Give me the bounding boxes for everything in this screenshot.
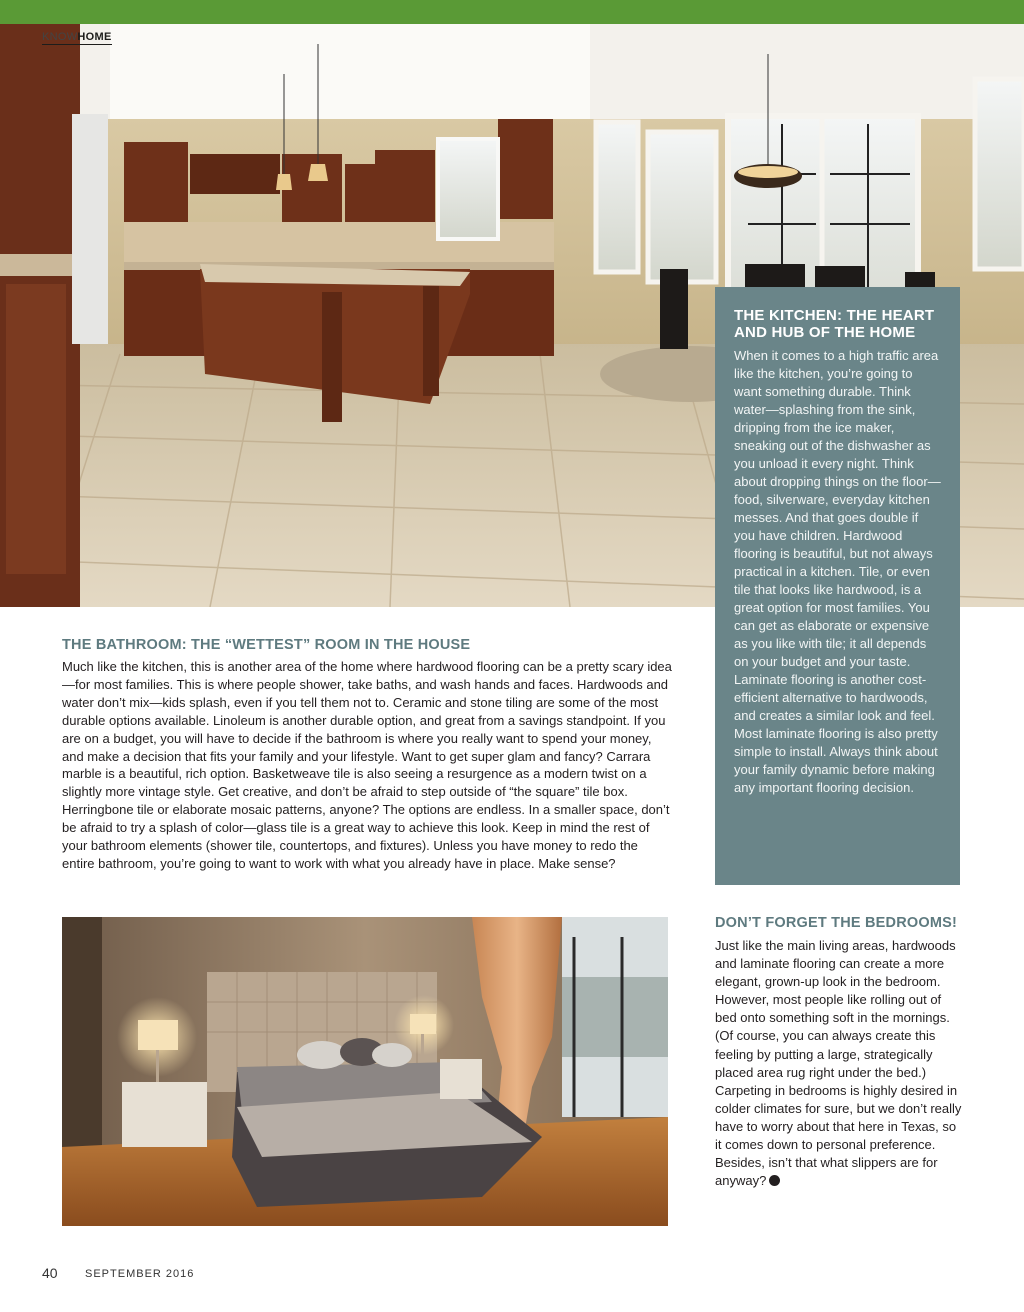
bedrooms-body-paragraph (715, 937, 965, 1190)
top-accent-bar (0, 0, 1024, 24)
kitchen-heading: THE KITCHEN: THE HEART AND HUB OF THE HOME (734, 307, 935, 341)
bedroom-photo (62, 917, 668, 1226)
bathroom-article (62, 637, 674, 873)
kitchen-sidebar (715, 287, 960, 885)
section-tag: KNOWHOME (42, 31, 112, 43)
bathroom-heading: THE BATHROOM: THE “WETTEST” ROOM IN THE HOUSE (62, 637, 471, 653)
kitchen-body: When it comes to a high traffic area like the kitchen, you’re going to want something durable. Think water—splashing from the sink, dripping from the ice maker, sneaking out of the dishwasher as you unload it every night. Think about dropping things on the floor—food, silverware, everyday kitchen messes. And that goes double if you have children. Hardwood flooring is beautiful, but not always practical in a kitchen. Tile, or even tile that looks like hardwood, is a great option for most families. You can get as elaborate or expensive as you like with tile; it all depends on your budget and your taste. Laminate flooring is another cost-efficient alternative to hardwoods, and creates a similar look and feel. Most laminate flooring is also pretty simple to install. Always think about your family dynamic before making any important flooring decision. (734, 348, 941, 795)
bedrooms-heading: DON’T FORGET THE BEDROOMS! (715, 915, 958, 931)
page-number: 40 (42, 1265, 58, 1281)
end-of-article-icon (769, 1175, 780, 1186)
bedrooms-body: Just like the main living areas, hardwoods and laminate flooring can create a more elegant, grown-up look in the bedroom. However, most people like rolling out of bed onto something soft in the mornings. (Of course, you can always create this feeling by putting a large, strategically placed area rug right under the bed.) Carpeting in bedrooms is highly desired in colder climates for sure, but we don’t really have to worry about that here in Texas, so it comes down to personal preference. Besides, isn’t that what slippers are for anyway? (715, 938, 962, 1189)
bedrooms-article (715, 914, 965, 1190)
issue-date: SEPTEMBER 2016 (85, 1268, 195, 1280)
bathroom-body: Much like the kitchen, this is another area of the home where hardwood flooring can be a pretty scary idea—for most families. This is where people shower, take baths, and wash hands and faces. Hardwoods and water don’t mix—kids splash, even if you tell them not to. Ceramic and stone tiling are some of the most durable options available. Linoleum is another durable option, and great from a savings standpoint. If you are on a budget, you will have to decide if the bathroom is where you really want to spend your money, and make a decision that fits your family and your lifestyle. Want to get super glam and fancy? Carrara marble is a beautiful, rich option. Basketweave tile is also seeing a resurgence as a modern twist on a slightly more vintage style. Get creative, and don’t be afraid to step outside of “the square” tile box. Herringbone tile or elaborate mosaic patterns, anyone? The options are endless. In a smaller space, don’t be afraid to try a splash of color—glass tile is a great way to achieve this look. Keep in mind the rest of your bathroom elements (shower tile, countertops, and fixtures). Unless you have money to redo the entire bathroom, you’re going to want to work with what you already have in place. Make sense? (62, 659, 672, 871)
